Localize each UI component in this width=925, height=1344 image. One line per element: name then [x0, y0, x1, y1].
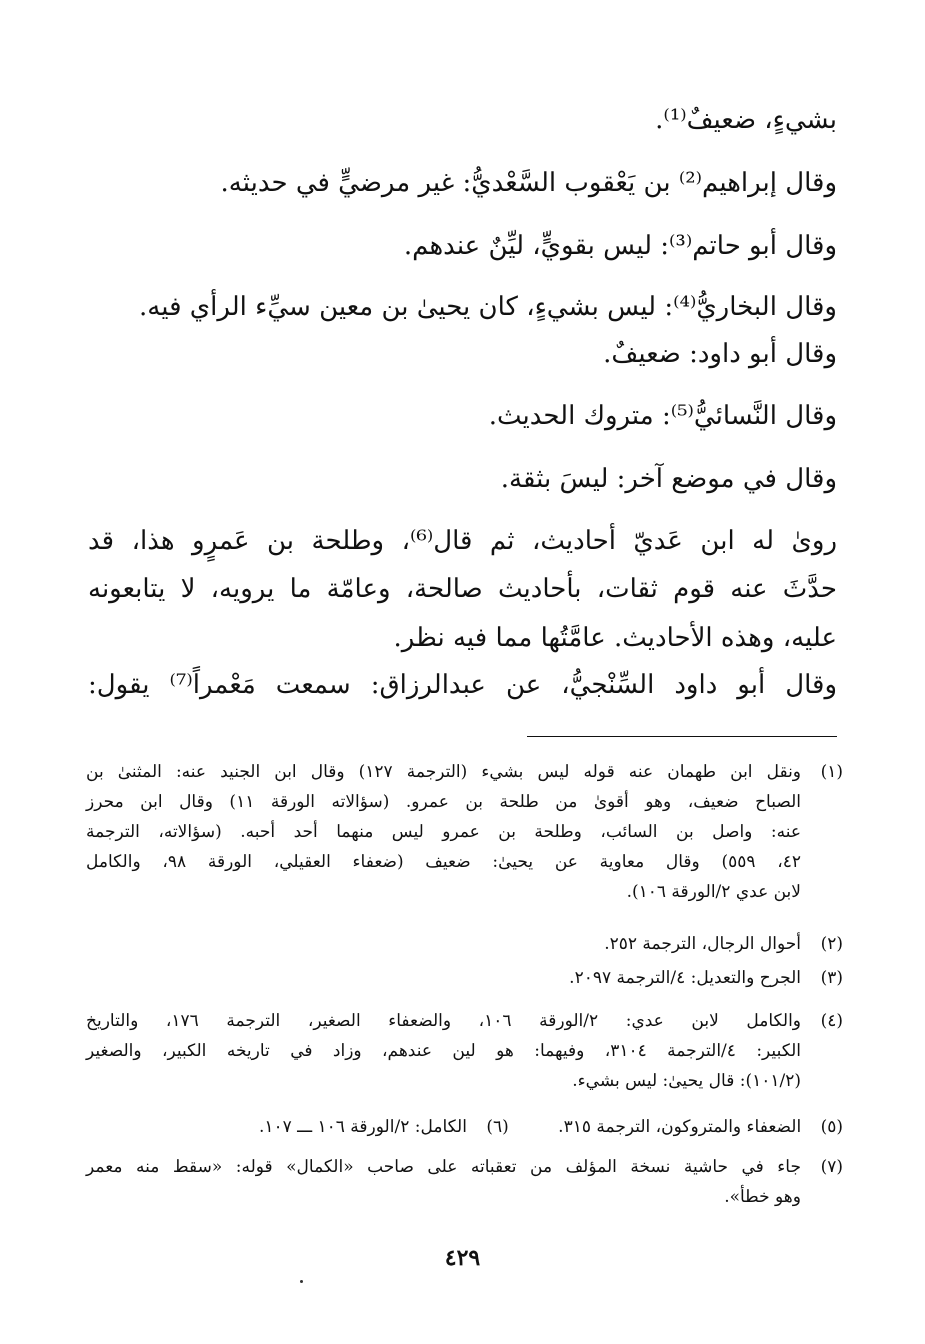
footnote-1	[86, 757, 843, 907]
footnote-1-line-4: ٤٢، ٥٥٩) وقال معاوية عن يحيىٰ: ضعيف (ضعفاء العقيلي، الورقة ٩٨، والكامل	[86, 852, 802, 872]
footnote-1-line-3: عنه: واصل بن السائب، وطلحة بن عمرو ليس منهما أحد أحبه. (سؤالاته، الترجمة	[86, 822, 801, 842]
footnote-3	[86, 963, 843, 993]
footnote-5-6-row	[86, 1112, 843, 1142]
footnote-number: (٥)	[820, 1117, 843, 1137]
body-line-5: وقال أبو داود: ضعيفٌ.	[603, 339, 837, 369]
footnote-7	[86, 1152, 843, 1212]
footnote-5-text: الضعفاء والمتروكون، الترجمة ٣١٥.	[558, 1117, 802, 1137]
body-line-6: وقال النَّسائيُّ⁽⁵⁾: متروك الحديث.	[488, 401, 837, 431]
scan-speck	[300, 1280, 303, 1283]
footnote-3-line-1: الجرح والتعديل: ٤/الترجمة ٢٠٩٧.	[569, 968, 801, 988]
footnote-4-line-3: (١٠١/٢): قال يحيىٰ: ليس بشيء.	[572, 1071, 801, 1091]
footnote-1-line-1: ونقل ابن طهمان عنه قوله ليس بشيء (الترجمة ١٢٧) وقال ابن الجنيد عنه: المثنىٰ بن	[86, 762, 802, 782]
footnote-1-line-2: الصباح ضعيف، وهو أقوىٰ من طلحة بن عمرو. (سؤالاته الورقة ١١) وقال ابن محرز	[86, 792, 802, 812]
footnote-7-line-2: وهو خطأ».	[724, 1187, 801, 1207]
page-number: ٤٢٩	[444, 1245, 481, 1271]
footnote-number: (٣)	[820, 968, 843, 988]
footnote-1-line-5: لابن عدي ٢/الورقة ١٠٦).	[626, 882, 801, 902]
footnote-2-line-1: أحوال الرجال، الترجمة ٢٥٢.	[604, 934, 801, 954]
body-line-8: رویٰ له ابن عَديّ أحاديث، ثم قال⁽⁶⁾، وطلحة بن عَمرٍو هذا، قد	[88, 526, 837, 556]
footnote-4	[86, 1006, 843, 1096]
footnote-7-line-1: جاء في حاشية نسخة المؤلف من تعقباته على صاحب «الكمال» قوله: «سقط منه معمر	[86, 1157, 801, 1177]
footnote-4-line-1: والكامل لابن عدي: ٢/الورقة ١٠٦، والضعفاء الصغير، الترجمة ١٧٦، والتاريخ	[86, 1011, 801, 1031]
body-line-7: وقال في موضع آخر: ليسَ بثقة.	[500, 464, 837, 494]
footnote-number: (٢)	[820, 934, 843, 954]
body-line-10: عليه، وهذه الأحاديث. عامَّتُها مما فيه نظر.	[393, 623, 837, 653]
footnote-2	[86, 929, 843, 959]
body-line-1: بشيءٍ، ضعيفٌ⁽¹⁾.	[655, 105, 837, 135]
body-line-2: وقال إبراهيم⁽²⁾ بن يَعْقوب السَّعْديُّ: غير مرضيٍّ في حديثه.	[220, 168, 837, 198]
footnote-number: (١)	[820, 762, 843, 782]
footnote-number: (٦)	[486, 1117, 509, 1137]
footnote-6-text: الكامل: ٢/الورقة ١٠٦ ـــ ١٠٧.	[258, 1117, 467, 1137]
footnote-number: (٧)	[820, 1157, 843, 1177]
body-line-3: وقال أبو حاتم⁽³⁾: ليس بقويٍّ، ليِّنٌ عندهم.	[403, 231, 837, 261]
footnote-number: (٤)	[820, 1011, 843, 1031]
footnote-4-line-2: الكبير: ٤/الترجمة ٣١٠٤، وفيهما: هو لين عندهم، وزاد في تاريخه الكبير، والصغير	[86, 1041, 801, 1061]
body-line-11: وقال أبو داود السِّنْجيُّ، عن عبدالرزاق: سمعت مَعْمراً⁽⁷⁾ يقول:	[88, 670, 838, 700]
body-line-4: وقال البخاريُّ⁽⁴⁾: ليس بشيءٍ، كان يحيىٰ بن معين سيِّء الرأي فيه.	[139, 292, 837, 322]
footnote-separator	[527, 736, 837, 737]
body-line-9: حدَّثَ عنه قوم ثقات، بأحاديث صالحة، وعامّة ما يرويه، لا يتابعونه	[88, 574, 837, 604]
